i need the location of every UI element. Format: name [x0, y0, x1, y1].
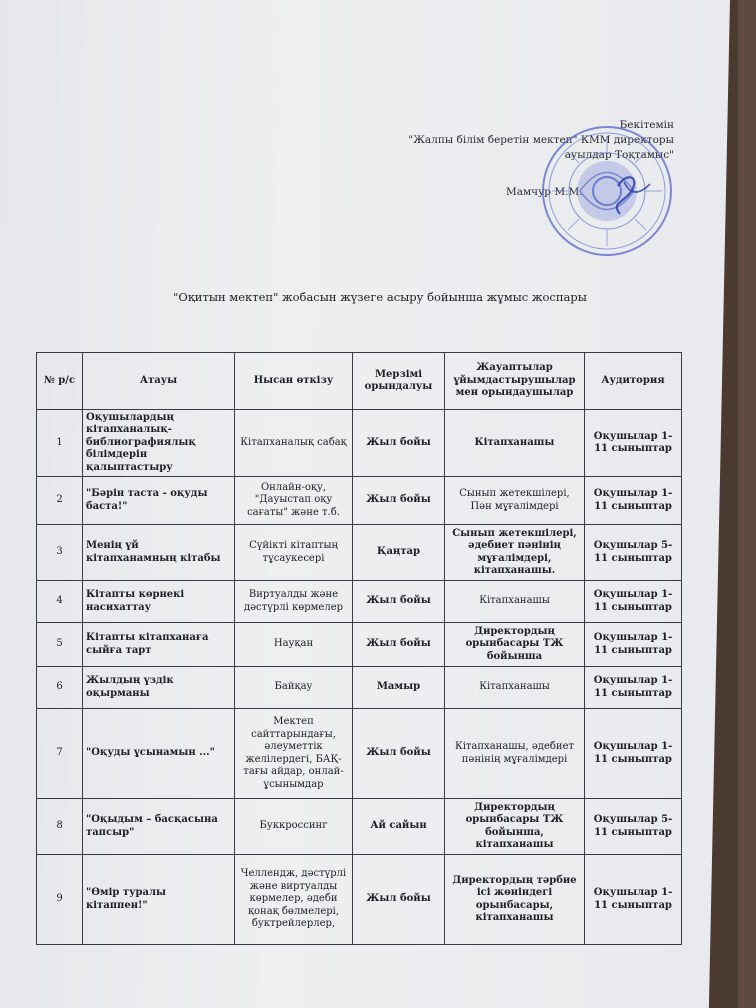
cell-audience: Оқушылар 1-11 сыныптар	[585, 581, 682, 623]
table-row	[37, 477, 682, 525]
cell-num: 6	[37, 667, 83, 709]
cell-num: 9	[37, 855, 83, 945]
cell-deadline: Жыл бойы	[353, 581, 445, 623]
table-row	[37, 855, 682, 945]
cell-audience: Оқушылар 1-11 сыныптар	[585, 623, 682, 667]
table-row	[37, 799, 682, 855]
table-header-row	[37, 353, 682, 410]
cell-audience: Оқушылар 1-11 сыныптар	[585, 709, 682, 799]
cell-audience: Оқушылар 5-11 сыныптар	[585, 525, 682, 581]
cell-form: Сүйікті кітаптың тұсаукесері	[235, 525, 353, 581]
cell-deadline: Қаңтар	[353, 525, 445, 581]
cell-responsible: Директордың орынбасары ТЖ бойынша, кітапханашы	[445, 799, 585, 855]
cell-deadline: Жыл бойы	[353, 410, 445, 477]
document-title: "Оқитын мектеп" жобасын жүзеге асыру бойынша жұмыс жоспары	[173, 290, 587, 304]
approval-village-line: ауылдар Тоқтамыс"	[564, 149, 674, 161]
table-row	[37, 581, 682, 623]
cell-num: 8	[37, 799, 83, 855]
cell-responsible: Кітапханашы	[445, 667, 585, 709]
cell-audience: Оқушылар 5-11 сыныптар	[585, 799, 682, 855]
cell-responsible: Кітапханашы	[445, 410, 585, 477]
cell-name: "Өмір туралы кітаппен!"	[83, 855, 235, 945]
work-plan-table	[36, 352, 682, 945]
cell-responsible: Кітапханашы	[445, 581, 585, 623]
table-row	[37, 623, 682, 667]
cell-name: Кітапты кітапханаға сыйға тарт	[83, 623, 235, 667]
header-form: Нысан өткізу	[235, 353, 353, 410]
header-responsible: Жауаптылар ұйымдастырушылар мен орындаушылар	[445, 353, 585, 410]
cell-form: Виртуалды және дәстүрлі көрмелер	[235, 581, 353, 623]
header-deadline: Мерзімі орындалуы	[353, 353, 445, 410]
cell-responsible: Директордың тәрбие ісі жөніндегі орынбасары, кітапханашы	[445, 855, 585, 945]
cell-form: Челлендж, дәстүрлі және виртуалды көрмелер, әдеби қонақ бөлмелері, буктрейлерлер,	[235, 855, 353, 945]
cell-form: Буккроссинг	[235, 799, 353, 855]
approval-label: Бекітемін	[619, 119, 674, 131]
cell-responsible: Сынып жетекшілері, әдебиет пәнінің мұғалімдері, кітапханашы.	[445, 525, 585, 581]
cell-num: 5	[37, 623, 83, 667]
cell-form: Онлайн-оқу, "Дауыстап оқу сағаты" және т.б.	[235, 477, 353, 525]
cell-deadline: Жыл бойы	[353, 855, 445, 945]
header-audience: Аудитория	[585, 353, 682, 410]
cell-deadline: Жыл бойы	[353, 709, 445, 799]
table-row	[37, 410, 682, 477]
cell-responsible: Кітапханашы, әдебиет пәнінің мұғалімдері	[445, 709, 585, 799]
header-num: № р/с	[37, 353, 83, 410]
cell-audience: Оқушылар 1-11 сыныптар	[585, 477, 682, 525]
approval-director-line: "Жалпы білім беретін мектеп" КММ директоры	[408, 134, 674, 146]
cell-name: "Оқуды ұсынамын ..."	[83, 709, 235, 799]
cell-form: Мектеп сайттарындағы, әлеуметтік желілердегі, БАҚ-тағы айдар, онлай-ұсынымдар	[235, 709, 353, 799]
cell-name: Оқушылардың кітапханалық-библиографиялық білімдерін қалыптастыру	[83, 410, 235, 477]
cell-num: 3	[37, 525, 83, 581]
cell-name: Кітапты көрнекі насихаттау	[83, 581, 235, 623]
cell-audience: Оқушылар 1-11 сыныптар	[585, 410, 682, 477]
cell-name: Менің үй кітапханамның кітабы	[83, 525, 235, 581]
official-seal-icon	[540, 124, 674, 258]
cell-num: 4	[37, 581, 83, 623]
cell-name: Жылдың үздік оқырманы	[83, 667, 235, 709]
cell-deadline: Жыл бойы	[353, 477, 445, 525]
cell-name: "Бәрін таста - оқуды баста!"	[83, 477, 235, 525]
cell-responsible: Сынып жетекшілері, Пән мұғалімдері	[445, 477, 585, 525]
signer-name: Мамчур М.М.	[506, 186, 583, 198]
cell-form: Байқау	[235, 667, 353, 709]
cell-deadline: Жыл бойы	[353, 623, 445, 667]
table-row	[37, 525, 682, 581]
cell-form: Кітапханалық сабақ	[235, 410, 353, 477]
table-row	[37, 667, 682, 709]
header-name: Атауы	[83, 353, 235, 410]
cell-responsible: Директордың орынбасары ТЖ бойынша	[445, 623, 585, 667]
cell-deadline: Ай сайын	[353, 799, 445, 855]
cell-num: 1	[37, 410, 83, 477]
table-row	[37, 709, 682, 799]
cell-num: 2	[37, 477, 83, 525]
cell-name: "Оқыдым – басқасына тапсыр"	[83, 799, 235, 855]
cell-num: 7	[37, 709, 83, 799]
cell-deadline: Мамыр	[353, 667, 445, 709]
cell-audience: Оқушылар 1-11 сыныптар	[585, 667, 682, 709]
cell-form: Науқан	[235, 623, 353, 667]
cell-audience: Оқушылар 1-11 сыныптар	[585, 855, 682, 945]
